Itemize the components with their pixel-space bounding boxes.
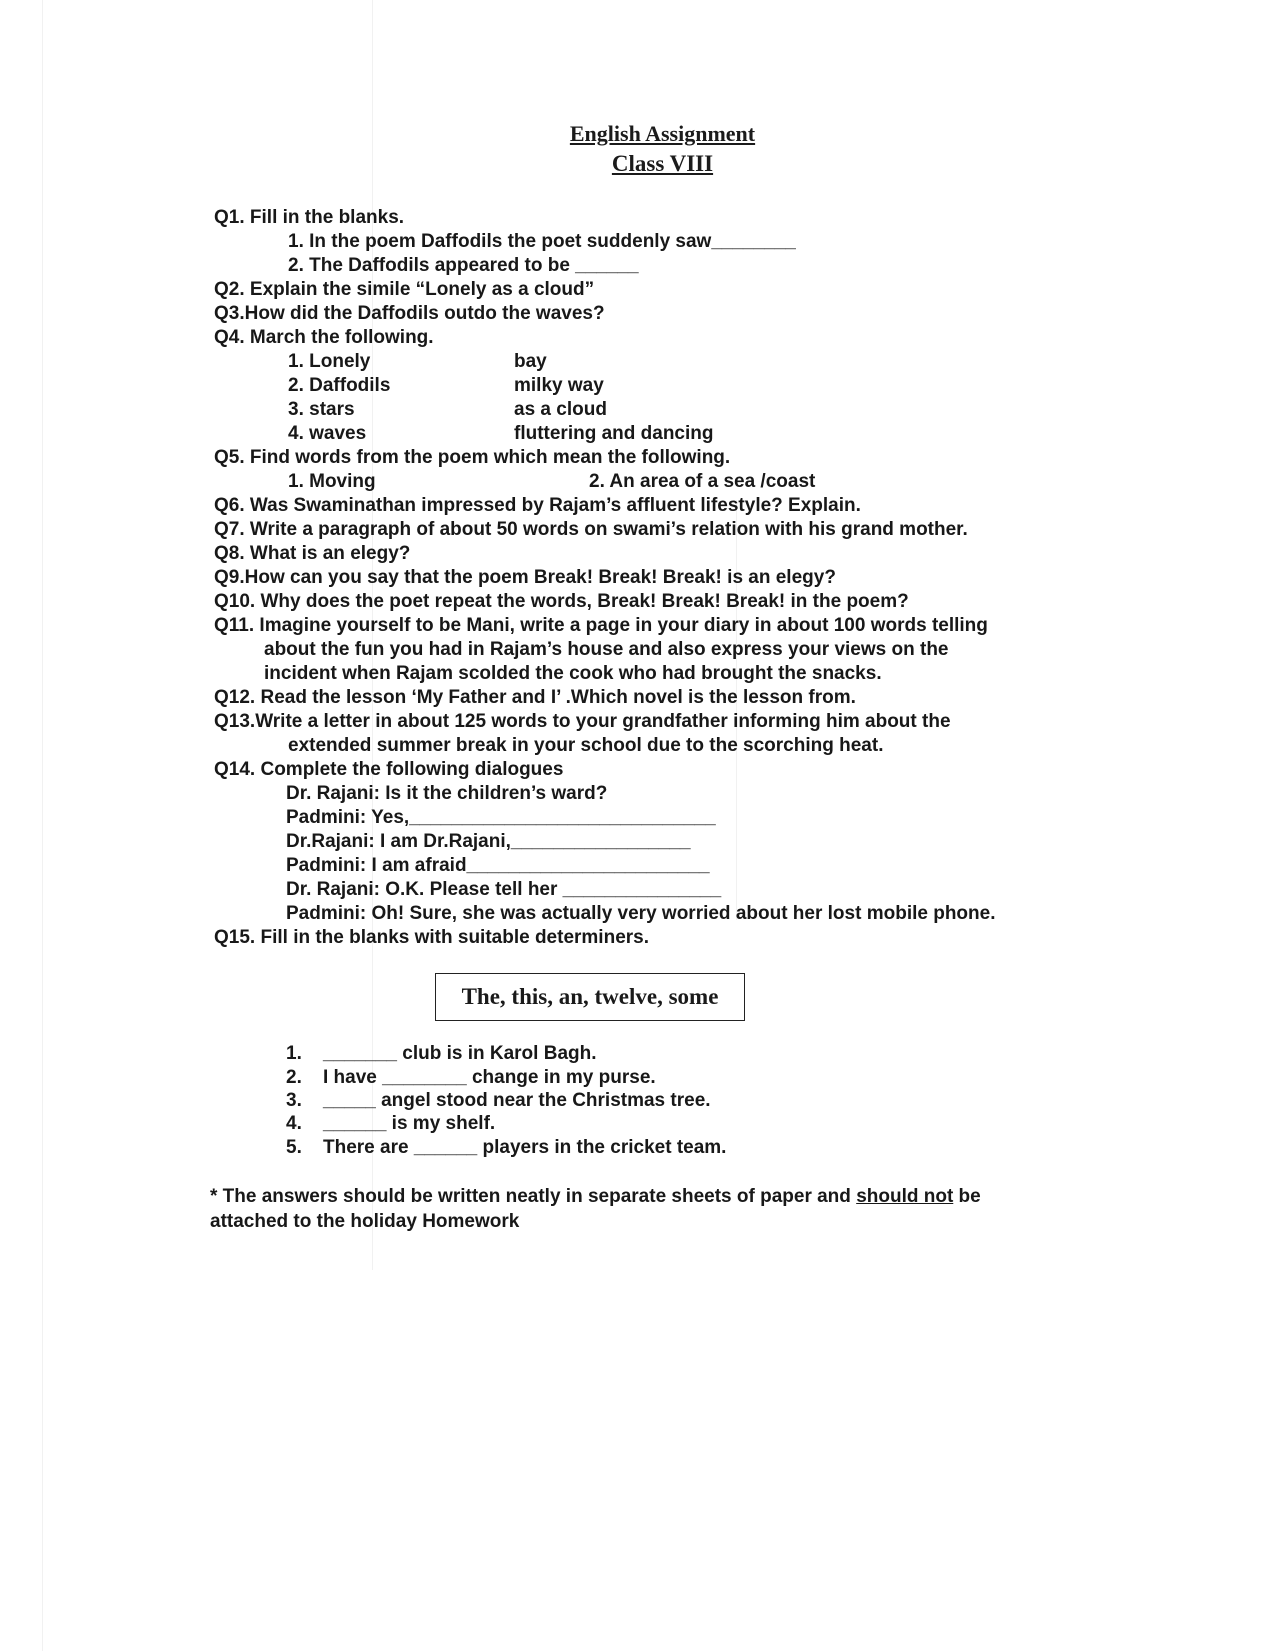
q15-number-4: 4.: [286, 1113, 302, 1134]
q4-right-3: as a cloud: [514, 399, 607, 420]
q4-left-1: 1. Lonely: [288, 351, 371, 372]
q4-left-3: 3. stars: [288, 399, 355, 420]
q4-prompt: Q4. March the following.: [214, 327, 434, 348]
q6-text: Q6. Was Swaminathan impressed by Rajam’s affluent lifestyle? Explain.: [214, 495, 861, 516]
q14-prompt: Q14. Complete the following dialogues: [214, 759, 564, 780]
page-subtitle: Class VIII: [611, 151, 714, 176]
q5-item-1: 1. Moving: [288, 471, 376, 492]
q15-number-1: 1.: [286, 1043, 302, 1064]
q12-text: Q12. Read the lesson ‘My Father and I’ .Which novel is the lesson from.: [214, 687, 856, 708]
q15-number-5: 5.: [286, 1137, 302, 1158]
q7-text: Q7. Write a paragraph of about 50 words on swami’s relation with his grand mother.: [214, 519, 968, 540]
q10-text: Q10. Why does the poet repeat the words, Break! Break! Break! in the poem?: [214, 591, 909, 612]
q13-line-1: Q13.Write a letter in about 125 words to your grandfather informing him about the: [214, 711, 951, 732]
q1-item-2: 2. The Daffodils appeared to be ______: [288, 255, 639, 276]
q15-item-1: _______ club is in Karol Bagh.: [323, 1043, 597, 1064]
q15-prompt: Q15. Fill in the blanks with suitable determiners.: [214, 927, 649, 948]
q14-dialogue-6: Padmini: Oh! Sure, she was actually very worried about her lost mobile phone.: [286, 903, 996, 924]
q4-right-1: bay: [514, 351, 547, 372]
q2-text: Q2. Explain the simile “Lonely as a cloud”: [214, 279, 595, 300]
footnote-emphasis: should not: [856, 1186, 954, 1207]
footnote-line-2: attached to the holiday Homework: [210, 1211, 520, 1232]
q14-dialogue-4: Padmini: I am afraid_______________________: [286, 855, 710, 876]
q11-line-1: Q11. Imagine yourself to be Mani, write a page in your diary in about 100 words telling: [214, 615, 988, 636]
q4-left-4: 4. waves: [288, 423, 367, 444]
q15-number-3: 3.: [286, 1090, 302, 1111]
footnote-text-before: * The answers should be written neatly in separate sheets of paper and: [210, 1186, 857, 1207]
q14-dialogue-5: Dr. Rajani: O.K. Please tell her _______________: [286, 879, 722, 900]
footnote-line-1: [210, 1185, 981, 1209]
q11-line-2: about the fun you had in Rajam’s house and also express your views on the: [264, 639, 949, 660]
page-title: English Assignment: [569, 121, 756, 146]
q14-dialogue-1: Dr. Rajani: Is it the children’s ward?: [286, 783, 608, 804]
q1-item-1: 1. In the poem Daffodils the poet suddenly saw________: [288, 231, 796, 252]
q5-prompt: Q5. Find words from the poem which mean the following.: [214, 447, 731, 468]
footnote-text-after: be: [953, 1186, 981, 1207]
q15-number-2: 2.: [286, 1067, 302, 1088]
q11-line-3: incident when Rajam scolded the cook who had brought the snacks.: [264, 663, 882, 684]
q4-left-2: 2. Daffodils: [288, 375, 391, 396]
q9-text: Q9.How can you say that the poem Break! Break! Break! is an elegy?: [214, 567, 836, 588]
q1-prompt: Q1. Fill in the blanks.: [214, 207, 405, 228]
q15-item-5: There are ______ players in the cricket team.: [323, 1137, 727, 1158]
q3-text: Q3.How did the Daffodils outdo the waves?: [214, 303, 605, 324]
q15-item-2: I have ________ change in my purse.: [323, 1067, 656, 1088]
q14-dialogue-3: Dr.Rajani: I am Dr.Rajani,_________________: [286, 831, 691, 852]
determiner-box: The, this, an, twelve, some: [435, 973, 745, 1021]
q4-right-4: fluttering and dancing: [514, 423, 714, 444]
q15-item-4: ______ is my shelf.: [323, 1113, 496, 1134]
q13-line-2: extended summer break in your school due to the scorching heat.: [288, 735, 884, 756]
scan-artifact-edge: [42, 0, 43, 1651]
q15-item-3: _____ angel stood near the Christmas tree.: [323, 1090, 711, 1111]
q8-text: Q8. What is an elegy?: [214, 543, 411, 564]
q4-right-2: milky way: [514, 375, 604, 396]
q14-dialogue-2: Padmini: Yes,_____________________________: [286, 807, 716, 828]
q5-item-2: 2. An area of a sea /coast: [589, 471, 816, 492]
